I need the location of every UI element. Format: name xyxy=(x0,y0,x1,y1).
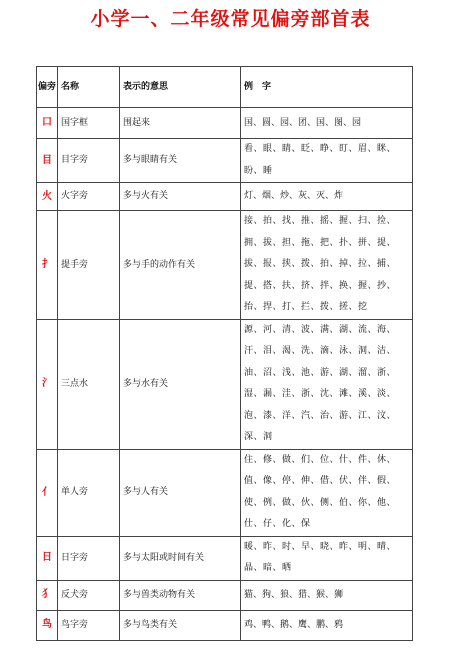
row-radical: 日 xyxy=(37,536,58,580)
row-meaning: 多与兽类动物有关 xyxy=(120,580,241,610)
row-examples: 源、河、清、波、满、湖、流、海、汗、泪、渴、洗、滴、泳、洞、洁、油、沼、浅、池、游、湖、溜、浙、湿、漏、洼、浙、沈、滩、溪、淡、泡、漆、洋、汽、治、游、江、汶、深、洞 xyxy=(241,319,413,449)
row-examples: 灯、烟、炒、灰、灭、炸 xyxy=(241,183,413,211)
table-row xyxy=(37,108,413,139)
header-meaning: 表示的意思 xyxy=(120,67,241,108)
table-row xyxy=(37,580,413,610)
row-radical: 犭 xyxy=(37,580,58,610)
header-name: 名称 xyxy=(58,67,120,108)
header-examples: 例 字 xyxy=(241,67,413,108)
table-row xyxy=(37,610,413,640)
table-row xyxy=(37,139,413,183)
row-name: 单人旁 xyxy=(58,449,120,536)
row-radical: 扌 xyxy=(37,211,58,320)
row-name: 三点水 xyxy=(58,319,120,449)
row-meaning: 多与手的动作有关 xyxy=(120,211,241,320)
page-title: 小学一、二年级常见偏旁部首表 xyxy=(90,8,371,30)
row-radical: 氵 xyxy=(37,319,58,449)
row-name: 火字旁 xyxy=(58,183,120,211)
table-row xyxy=(37,183,413,211)
row-name: 提手旁 xyxy=(58,211,120,320)
row-examples: 看、眼、睛、眨、睁、盯、眉、眯、盼、睡 xyxy=(241,139,413,183)
header-radical: 偏旁 xyxy=(37,67,58,108)
row-name: 国字框 xyxy=(58,108,120,139)
row-meaning: 多与火有关 xyxy=(120,183,241,211)
row-meaning: 多与眼睛有关 xyxy=(120,139,241,183)
row-name: 鸟字旁 xyxy=(58,610,120,640)
row-meaning: 多与太阳或时间有关 xyxy=(120,536,241,580)
table-row xyxy=(37,449,413,536)
table-header-row xyxy=(37,67,413,108)
table-row xyxy=(37,536,413,580)
row-meaning: 多与人有关 xyxy=(120,449,241,536)
table-row xyxy=(37,211,413,320)
row-examples: 住、修、做、们、位、什、件、休、值、像、停、伸、借、伏、伴、假、使、例、做、伙、侧、伯、你、他、仕、仔、化、保 xyxy=(241,449,413,536)
row-meaning: 多与鸟类有关 xyxy=(120,610,241,640)
row-name: 反犬旁 xyxy=(58,580,120,610)
row-name: 目字旁 xyxy=(58,139,120,183)
row-examples: 暖、昨、时、早、晓、昨、明、晴、晶、暗、晒 xyxy=(241,536,413,580)
row-radical: 亻 xyxy=(37,449,58,536)
row-radical: 目 xyxy=(37,139,58,183)
row-examples: 接、拍、找、推、摇、握、扫、捡、拥、拔、担、拖、把、扑、拼、提、拔、报、挟、拨、拍、掉、拉、捕、提、搭、扶、挤、拌、换、握、抄、抬、捍、打、拦、拨、搓、挖 xyxy=(241,211,413,320)
row-radical: 火 xyxy=(37,183,58,211)
radical-table xyxy=(36,66,413,641)
row-meaning: 多与水有关 xyxy=(120,319,241,449)
row-examples: 国、圆、园、团、国、图、园 xyxy=(241,108,413,139)
row-radical: 鸟 xyxy=(37,610,58,640)
row-examples: 猫、狗、狼、猎、猴、狮 xyxy=(241,580,413,610)
table-row xyxy=(37,319,413,449)
row-examples: 鸡、鸭、鹅、鹰、鹏、鸦 xyxy=(241,610,413,640)
row-radical: 口 xyxy=(37,108,58,139)
row-meaning: 围起来 xyxy=(120,108,241,139)
row-name: 日字旁 xyxy=(58,536,120,580)
